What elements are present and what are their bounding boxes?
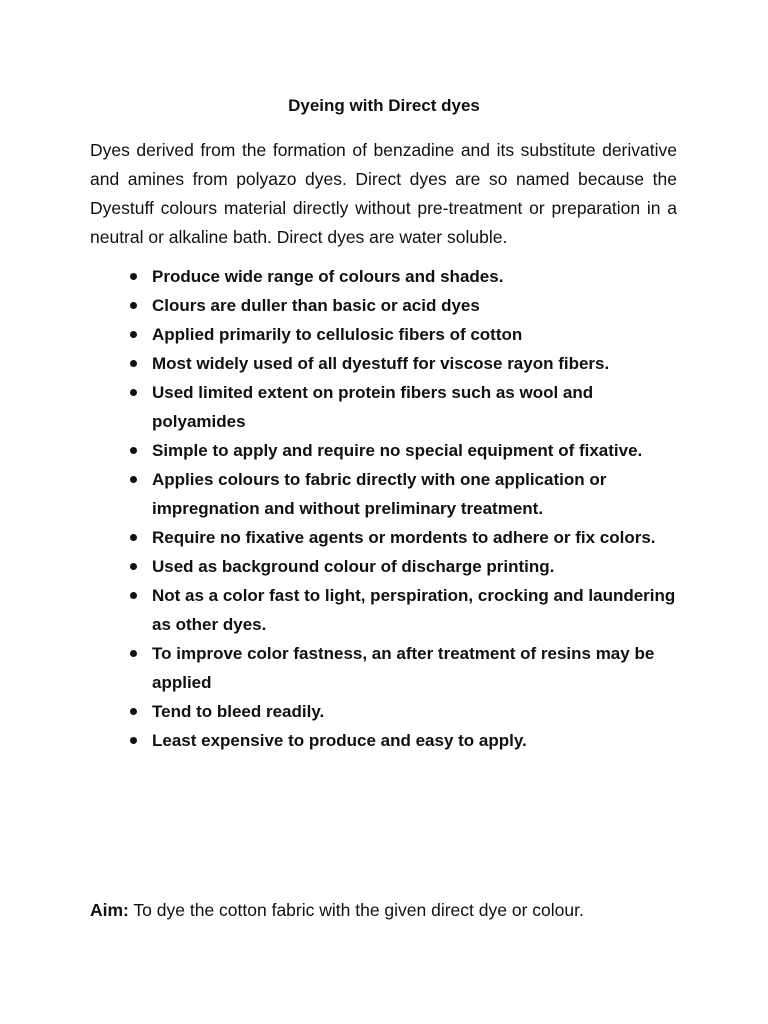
bullet-icon [130, 563, 137, 570]
list-item-text: To improve color fastness, an after treatment of resins may be applied [152, 644, 655, 692]
bullet-icon [130, 447, 137, 454]
list-item-text: Tend to bleed readily. [152, 702, 325, 721]
list-item-text: Most widely used of all dyestuff for viscose rayon fibers. [152, 354, 610, 373]
bullet-icon [130, 302, 137, 309]
list-item [90, 523, 677, 552]
list-item [90, 639, 677, 697]
bullet-list [90, 262, 677, 755]
bullet-icon [130, 331, 137, 338]
list-item-text: Require no fixative agents or mordents to adhere or fix colors. [152, 528, 656, 547]
document-title: Dyeing with Direct dyes [288, 96, 480, 115]
bullet-icon [130, 360, 137, 367]
list-item [90, 726, 677, 755]
list-item-text: Used as background colour of discharge printing. [152, 557, 555, 576]
list-item [90, 552, 677, 581]
bullet-icon [130, 534, 137, 541]
list-item [90, 349, 677, 378]
list-item [90, 697, 677, 726]
bullet-icon [130, 273, 137, 280]
list-item [90, 262, 677, 291]
list-item-text: Simple to apply and require no special equipment of fixative. [152, 441, 643, 460]
bullet-icon [130, 737, 137, 744]
list-item-text: Used limited extent on protein fibers such as wool and polyamides [152, 383, 594, 431]
bullet-icon [130, 476, 137, 483]
list-item [90, 378, 677, 436]
list-item-text: Produce wide range of colours and shades. [152, 267, 504, 286]
list-item [90, 291, 677, 320]
aim-paragraph [90, 896, 690, 925]
list-item [90, 320, 677, 349]
bullet-icon [130, 650, 137, 657]
aim-text: To dye the cotton fabric with the given direct dye or colour. [128, 900, 584, 920]
list-item [90, 465, 677, 523]
bullet-icon [130, 708, 137, 715]
intro-paragraph: Dyes derived from the formation of benzadine and its substitute derivative and amines from polyazo dyes. Direct dyes are so named because the Dyestuff colours material directly without pre-treatment or preparation in a neutral or alkaline bath. Direct dyes are water soluble. [90, 140, 677, 247]
list-item-text: Not as a color fast to light, perspiration, crocking and laundering as other dyes. [152, 586, 676, 634]
list-item-text: Applied primarily to cellulosic fibers of cotton [152, 325, 523, 344]
list-item [90, 581, 677, 639]
list-item [90, 436, 677, 465]
list-item-text: Clours are duller than basic or acid dyes [152, 296, 480, 315]
list-item-text: Least expensive to produce and easy to apply. [152, 731, 527, 750]
bullet-icon [130, 389, 137, 396]
aim-label: Aim: [90, 900, 129, 920]
bullet-icon [130, 592, 137, 599]
list-item-text: Applies colours to fabric directly with one application or impregnation and without preliminary treatment. [152, 470, 607, 518]
